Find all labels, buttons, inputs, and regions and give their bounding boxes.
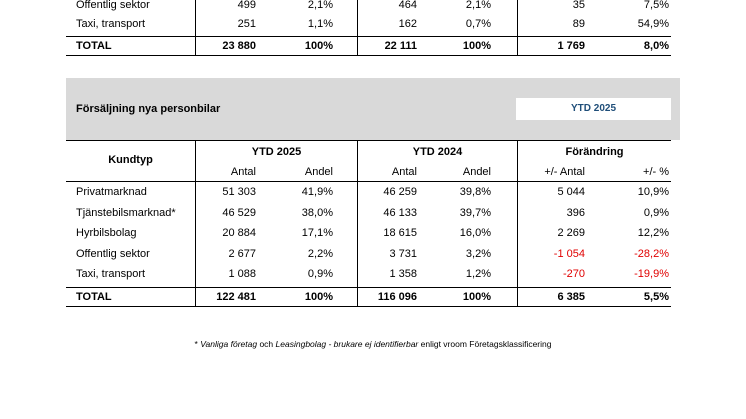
cell-andel-2024: 0,7% [465, 18, 491, 30]
cell-andel-2025: 17,1% [301, 227, 333, 239]
cell-diff: 5 044 [557, 186, 585, 198]
row-label: Offentlig sektor [76, 247, 150, 260]
cell-diff: 396 [566, 206, 585, 219]
subheader-antal-2025: Antal [230, 166, 256, 178]
cell-antal-2024: 18 615 [383, 227, 417, 239]
total-andel-2025: 100% [304, 291, 333, 303]
cell-diff: -1 054 [553, 247, 585, 260]
total-andel-2024: 100% [462, 291, 491, 303]
footnote-star: * [194, 339, 198, 349]
total-andel-2024: 100% [462, 40, 491, 52]
cell-andel-2024: 16,0% [459, 227, 491, 239]
cell-antal-2024: 1 358 [389, 268, 417, 280]
cell-pct: 10,9% [637, 186, 669, 198]
subheader-andel-2025: Andel [304, 166, 333, 178]
cell-pct: -19,9% [634, 268, 669, 280]
total-andel-2025: 100% [304, 40, 333, 52]
cell-andel-2025: 38,0% [301, 206, 333, 219]
total-label: TOTAL [76, 40, 112, 52]
total-diff: 1 769 [557, 40, 585, 52]
cell-andel-2024: 39,8% [459, 186, 491, 198]
footnote [0, 339, 746, 349]
cell-antal-2024: 162 [398, 18, 417, 30]
subheader-antal-2024: Antal [391, 166, 417, 178]
cell-antal-2024: 464 [398, 0, 417, 11]
cell-andel-2024: 2,1% [465, 0, 491, 11]
period-box: YTD 2025 [516, 98, 671, 120]
footnote-text-1: Vanliga företag [200, 339, 258, 349]
section-title: Försäljning nya personbilar [76, 103, 221, 115]
row-label: Taxi, transport [76, 18, 146, 30]
cell-diff: 2 269 [557, 227, 585, 239]
cell-diff: 89 [572, 18, 585, 30]
cell-andel-2025: 2,2% [307, 247, 333, 260]
total-label: TOTAL [76, 291, 112, 303]
cell-pct: 0,9% [643, 206, 669, 219]
row-label: Taxi, transport [76, 268, 146, 280]
cell-antal-2025: 1 088 [228, 268, 256, 280]
group-header-2025: YTD 2025 [251, 146, 302, 158]
footnote-text-4: enligt vroom Företagsklassificering [420, 339, 552, 349]
group-header-change: Förändring [565, 146, 624, 158]
subheader-diff: +/- Antal [544, 166, 585, 178]
cell-antal-2025: 20 884 [222, 227, 256, 239]
footnote-text-3: Leasingbolag - brukare ej identifierbar [275, 339, 419, 349]
cell-andel-2025: 41,9% [301, 186, 333, 198]
cell-antal-2025: 2 677 [228, 247, 256, 260]
total-antal-2024: 116 096 [377, 291, 417, 303]
cell-antal-2025: 46 529 [222, 206, 256, 219]
cell-pct: 7,5% [643, 0, 669, 11]
cell-antal-2025: 499 [237, 0, 256, 11]
cell-antal-2025: 51 303 [222, 186, 256, 198]
cell-andel-2024: 1,2% [465, 268, 491, 280]
cell-pct: 54,9% [637, 18, 669, 30]
cell-diff: 35 [572, 0, 585, 11]
cell-antal-2024: 46 133 [383, 206, 417, 219]
total-pct: 5,5% [643, 291, 669, 303]
total-antal-2025: 23 880 [222, 40, 256, 52]
total-diff: 6 385 [557, 291, 585, 303]
row-label: Tjänstebilsmarknad* [76, 206, 176, 219]
cell-andel-2024: 39,7% [459, 206, 491, 219]
cell-antal-2024: 3 731 [389, 247, 417, 260]
cell-andel-2024: 3,2% [465, 247, 491, 260]
total-antal-2025: 122 481 [216, 291, 256, 303]
total-pct: 8,0% [643, 40, 669, 52]
row-label: Privatmarknad [76, 186, 147, 198]
subheader-andel-2024: Andel [462, 166, 491, 178]
row-label: Offentlig sektor [76, 0, 150, 11]
row-label: Hyrbilsbolag [76, 227, 137, 239]
cell-antal-2025: 251 [237, 18, 256, 30]
footnote-text-2: och [259, 339, 274, 349]
cell-andel-2025: 2,1% [307, 0, 333, 11]
cell-antal-2024: 46 259 [383, 186, 417, 198]
cell-pct: -28,2% [634, 247, 669, 260]
cell-andel-2025: 1,1% [307, 18, 333, 30]
cell-pct: 12,2% [637, 227, 669, 239]
total-antal-2024: 22 111 [384, 40, 417, 52]
cell-andel-2025: 0,9% [307, 268, 333, 280]
cell-diff: -270 [562, 268, 585, 280]
kundtyp-header: Kundtyp [108, 154, 153, 166]
subheader-pct: +/- % [643, 166, 669, 178]
group-header-2024: YTD 2024 [412, 146, 463, 158]
